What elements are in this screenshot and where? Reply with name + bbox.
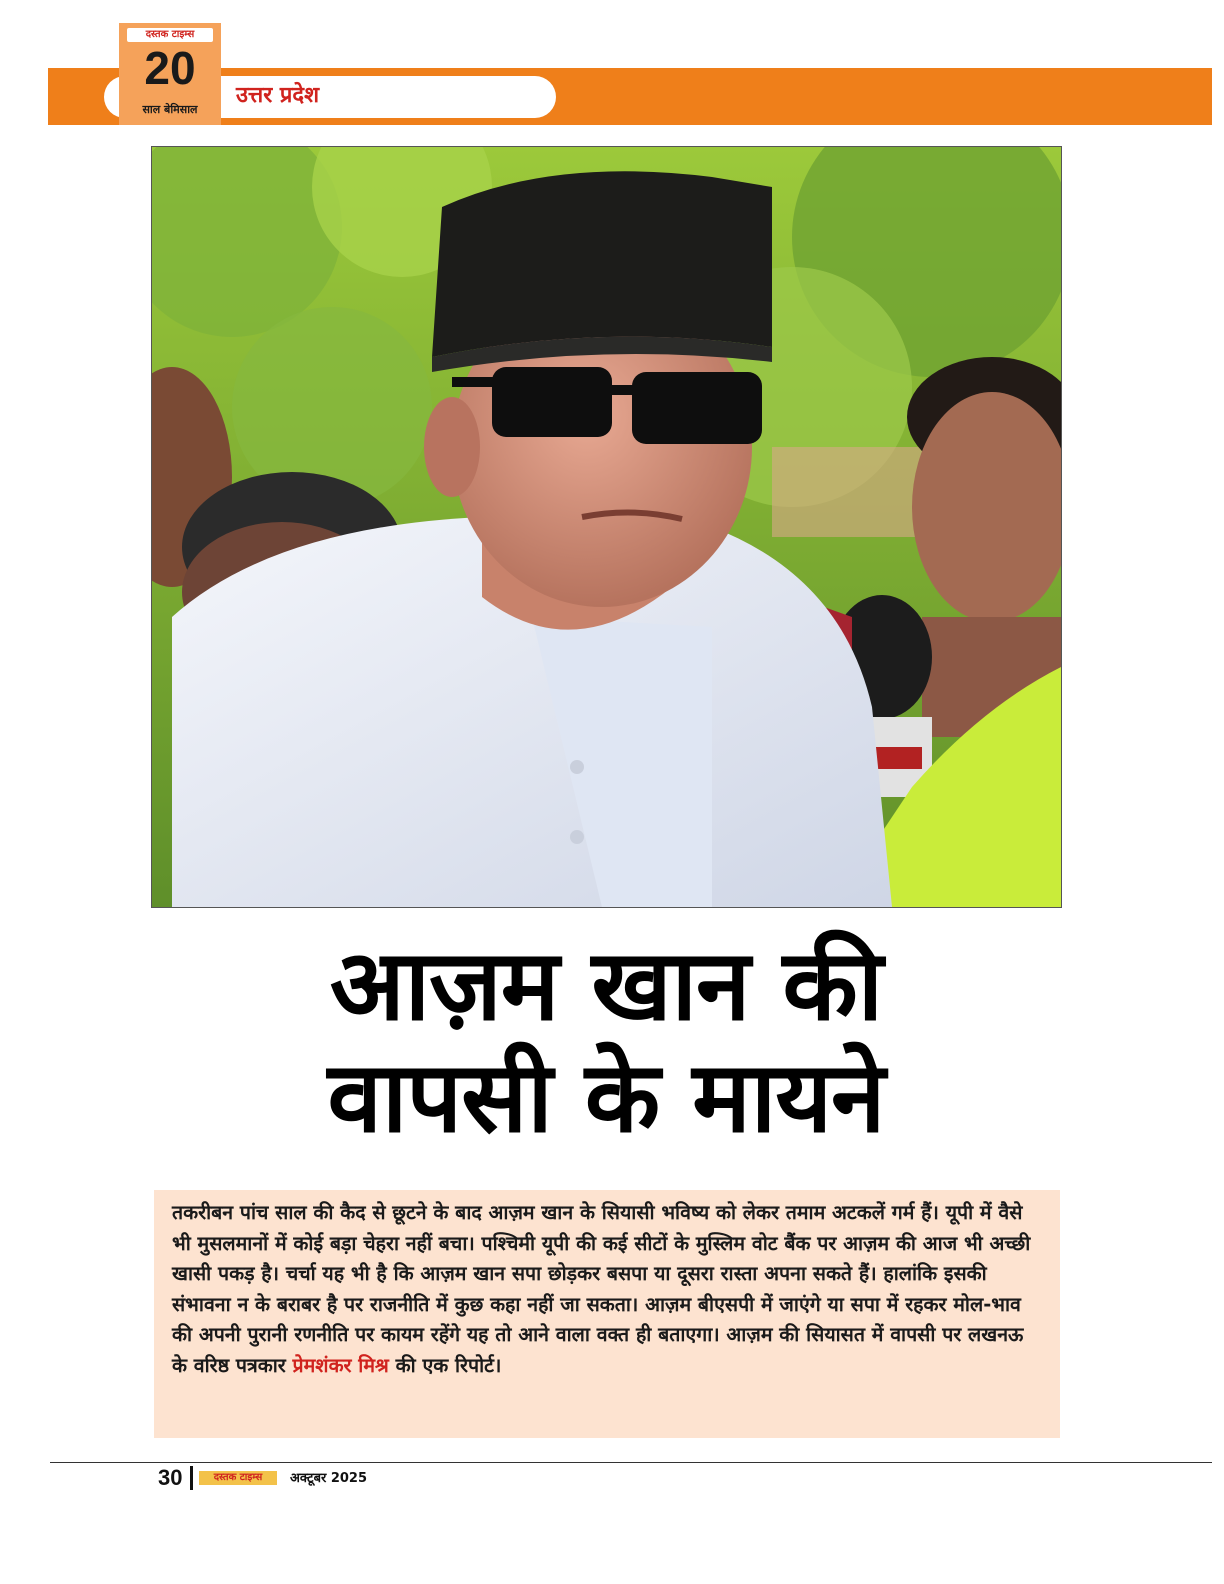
badge-brand-logo: दस्तक टाइम्स [127,28,213,42]
lead-photo [151,146,1062,908]
page-number: 30 [158,1465,183,1490]
intro-suffix: की एक रिपोर्ट। [395,1353,502,1377]
headline-line-2: वापसी के मायने [327,1041,885,1155]
headline-line-1: आज़म खान की [329,929,883,1043]
headline [152,930,1060,1154]
anniversary-number: 20 [144,42,196,94]
author-name: प्रेमशंकर मिश्र [292,1353,389,1377]
footer-divider [190,1466,193,1490]
footer-rule [50,1462,1212,1463]
intro-box [154,1190,1060,1438]
section-label: उत्तर प्रदेश [236,83,320,108]
intro-text: तकरीबन पांच साल की कैद से छूटने के बाद आज़म खान के सियासी भविष्य को लेकर तमाम अटकलें गर्म हैं। यूपी में वैसे भी मुसलमानों में कोई बड़ा चेहरा नहीं बचा। पश्चिमी यूपी की कई सीटों के मुस्लिम वोट बैंक पर आज़म की आज भी अच्छी खासी पकड़ है। चर्चा यह भी है कि आज़म खान सपा छोड़कर बसपा या दूसरा रास्ता अपना सकते हैं। हालांकि इसकी संभावना न के बराबर है पर राजनीति में कुछ कहा नहीं जा सकता। आज़म बीएसपी में जाएंगे या सपा में रहकर मोल-भाव की अपनी पुरानी रणनीति पर कायम रहेंगे यह तो आने वाला वक्त ही बताएगा। आज़म की सियासत में वापसी पर लखनऊ के वरिष्ठ पत्रकार [172,1201,1031,1377]
anniversary-badge [119,23,221,125]
footer-brand-logo: दस्तक टाइम्स [199,1471,277,1485]
anniversary-text: साल बेमिसाल [142,103,198,116]
issue-date: अक्टूबर 2025 [290,1471,368,1486]
